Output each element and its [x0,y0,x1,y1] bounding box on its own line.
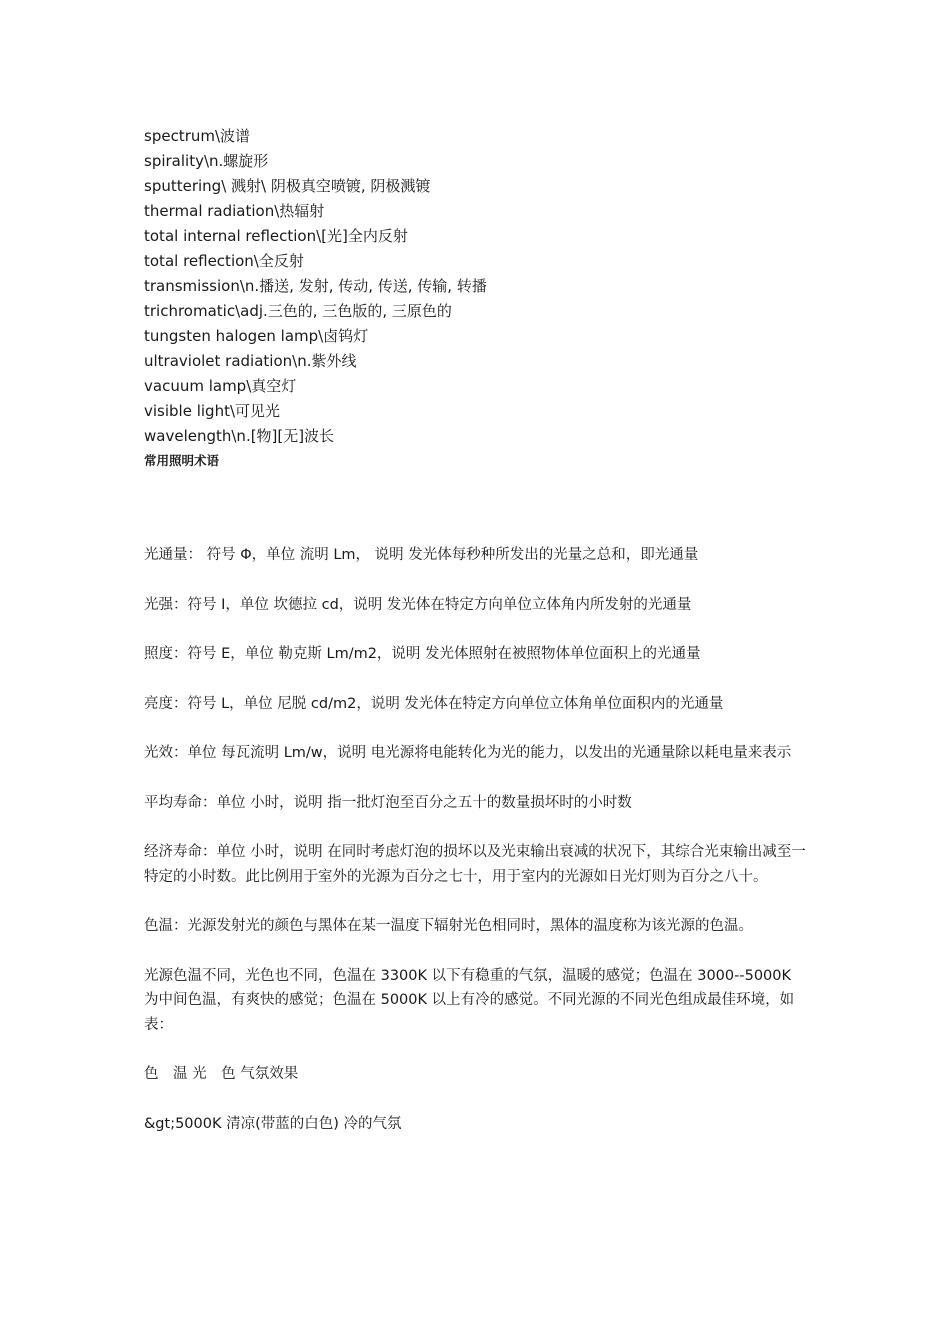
glossary-entry: transmission\n.播送, 发射, 传动, 传送, 传输, 转播 [144,277,487,295]
paragraph-luminous-flux: 光通量： 符号 Φ，单位 流明 Lm， 说明 发光体每秒种所发出的光量之总和，即光通量 [144,547,699,563]
glossary-entry: spectrum\波谱 [144,127,251,145]
table-row-line: &gt;5000K 清凉(带蓝的白色) 冷的气氛 [144,1115,402,1132]
glossary-entry: total reflection\全反射 [144,252,304,270]
glossary-entry: total internal reflection\[光]全内反射 [144,227,408,245]
paragraph-luminous-intensity: 光强：符号 I，单位 坎德拉 cd，说明 发光体在特定方向单位立体角内所发射的光通量 [144,596,692,613]
glossary-entry: visible light\可见光 [144,402,281,420]
paragraph-economic-life: 经济寿命：单位 小时，说明 在同时考虑灯泡的损坏以及光束输出衰减的状况下，其综合光束输出减至一特定的小时数。此比例用于室外的光源为百分之七十，用于室内的光源如日光灯则为百分之八十。 [144,844,806,885]
glossary-entry: tungsten halogen lamp\卤钨灯 [144,327,369,345]
glossary-entry: sputtering\ 溅射\ 阴极真空喷镀, 阴极溅镀 [144,177,431,195]
paragraph-illuminance: 照度：符号 E，单位 勒克斯 Lm/m2，说明 发光体照射在被照物体单位面积上的光通量 [144,646,701,662]
body-text [144,543,810,1136]
glossary-entry: wavelength\n.[物][无]波长 [144,427,335,445]
glossary-entry: ultraviolet radiation\n.紫外线 [144,352,357,370]
document-page [144,124,810,1136]
glossary-entry: vacuum lamp\真空灯 [144,377,297,395]
glossary-entry: spirality\n.螺旋形 [144,152,269,170]
paragraph-average-life: 平均寿命：单位 小时，说明 指一批灯泡至百分之五十的数量损坏时的小时数 [144,794,632,811]
table-header-line: 色 温 光 色 气氛效果 [144,1066,299,1082]
paragraph-color-temperature-effects: 光源色温不同，光色也不同，色温在 3300K 以下有稳重的气氛，温暖的感觉；色温在 3000--5000K 为中间色温，有爽快的感觉；色温在 5000K 以上有冷的感觉。不同光源的不同光色组成最佳环境，如表： [144,967,795,1033]
glossary-list [144,124,810,449]
glossary-entry: trichromatic\adj.三色的, 三色版的, 三原色的 [144,302,452,320]
paragraph-luminance: 亮度：符号 L，单位 尼脱 cd/m2，说明 发光体在特定方向单位立体角单位面积内的光通量 [144,695,724,712]
paragraph-color-temperature: 色温：光源发射光的颜色与黑体在某一温度下辐射光色相同时，黑体的温度称为该光源的色温。 [144,918,753,934]
paragraph-luminous-efficacy: 光效：单位 每瓦流明 Lm/w，说明 电光源将电能转化为光的能力，以发出的光通量除以耗电量来表示 [144,745,792,761]
glossary-entry: thermal radiation\热辐射 [144,202,325,220]
section-title: 常用照明术语 [144,453,220,468]
